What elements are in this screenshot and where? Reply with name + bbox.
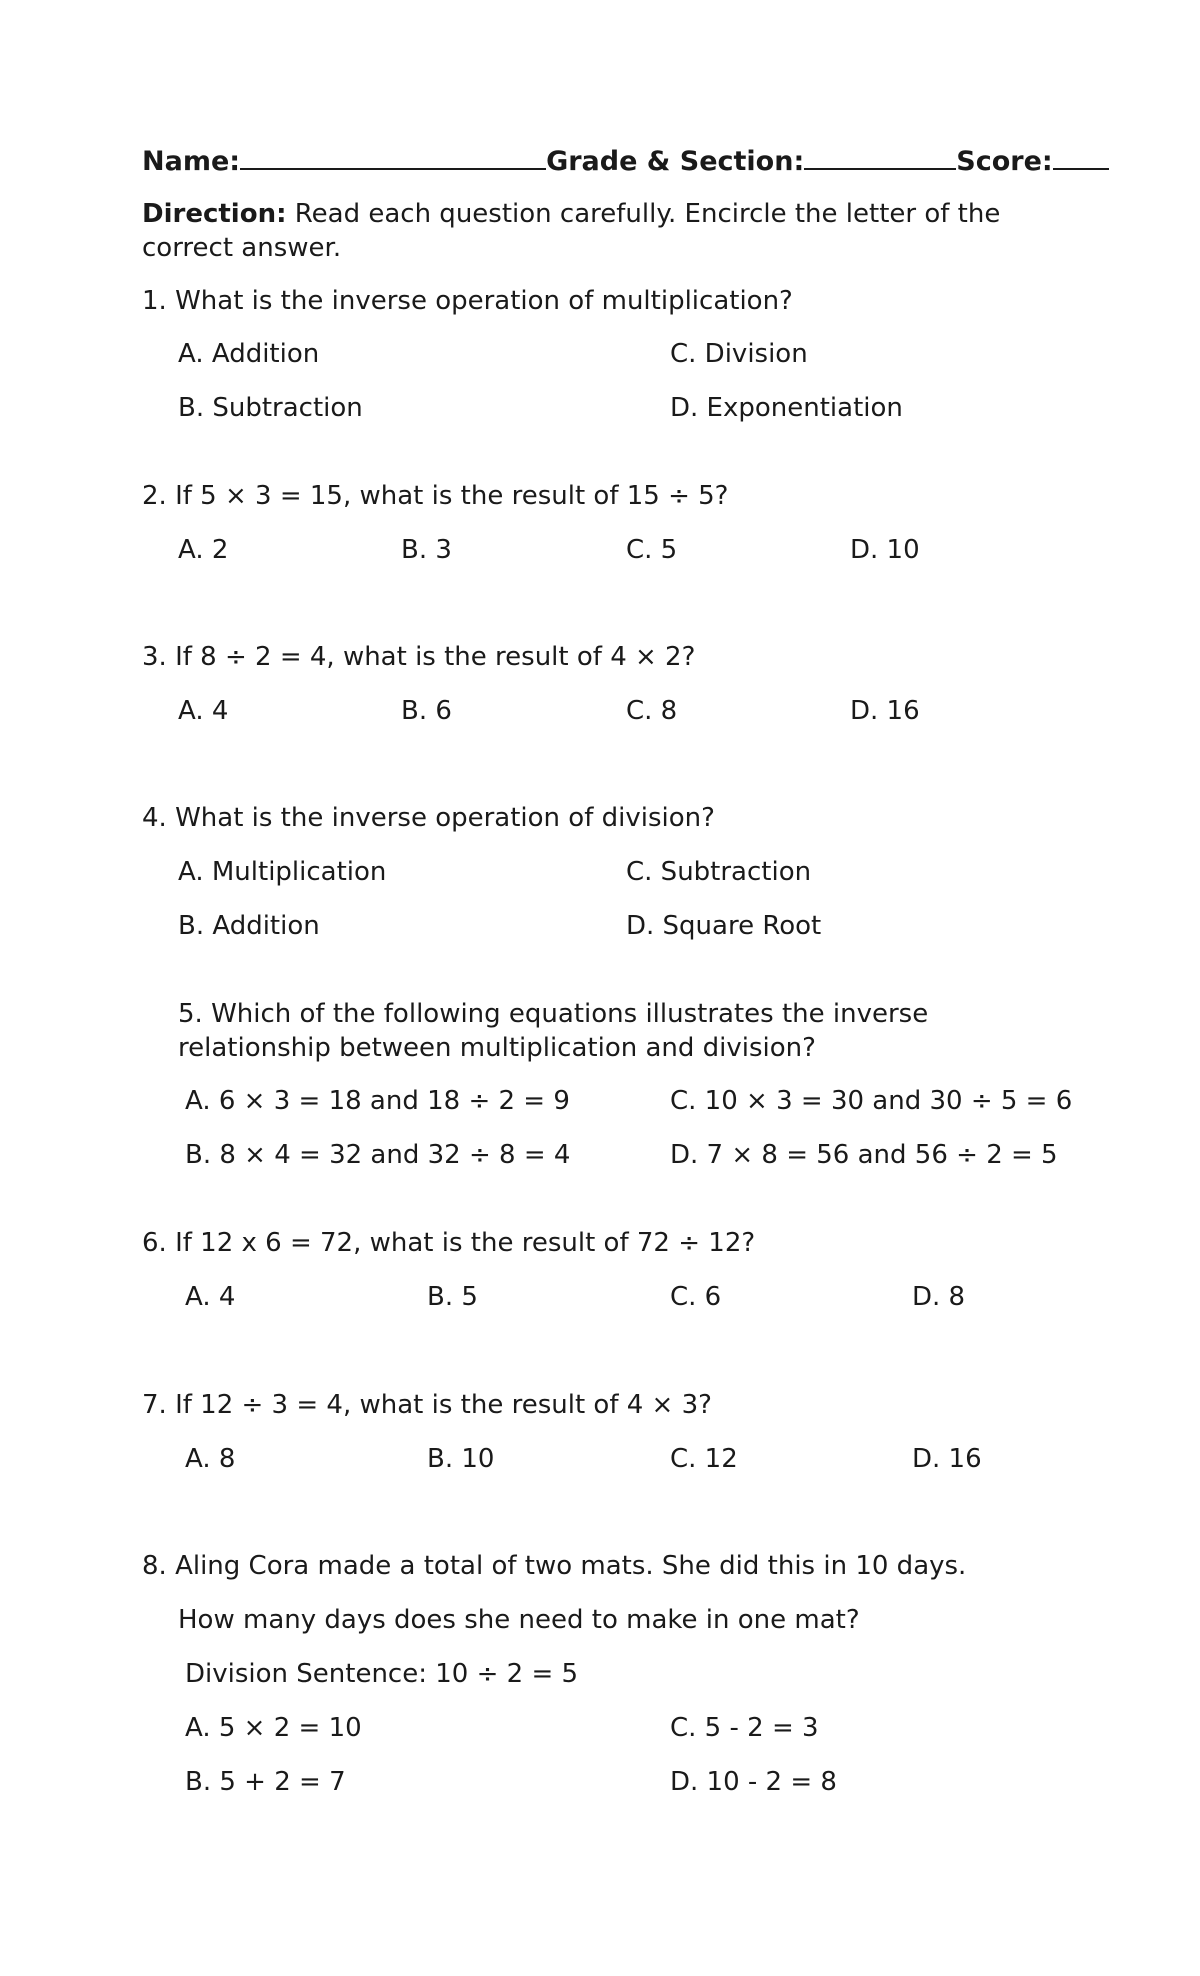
q7-option-c[interactable]: C. 12 [670,1444,738,1474]
q5-option-b[interactable]: B. 8 × 4 = 32 and 32 ÷ 8 = 4 [185,1140,571,1170]
q1-option-b[interactable]: B. Subtraction [178,393,363,423]
q8-option-c[interactable]: C. 5 - 2 = 3 [670,1713,819,1743]
q5-option-d[interactable]: D. 7 × 8 = 56 and 56 ÷ 2 = 5 [670,1140,1058,1170]
q4-option-a[interactable]: A. Multiplication [178,857,387,887]
q4-option-c[interactable]: C. Subtraction [626,857,812,887]
division-sentence: Division Sentence: 10 ÷ 2 = 5 [185,1659,579,1689]
q8-option-b[interactable]: B. 5 + 2 = 7 [185,1767,346,1797]
q3-option-a[interactable]: A. 4 [178,696,229,726]
q6-option-d[interactable]: D. 8 [912,1282,966,1312]
q4-option-b[interactable]: B. Addition [178,911,320,941]
q2-option-b[interactable]: B. 3 [401,535,452,565]
q1-option-a[interactable]: A. Addition [178,339,320,369]
direction-body: Read each question carefully. Encircle the letter of the correct answer. [142,199,1001,263]
question-2: 2. If 5 × 3 = 15, what is the result of 15 ÷ 5? [142,481,729,511]
q7-option-a[interactable]: A. 8 [185,1444,236,1474]
q1-option-c[interactable]: C. Division [670,339,808,369]
q1-option-d[interactable]: D. Exponentiation [670,393,903,423]
q5-option-c[interactable]: C. 10 × 3 = 30 and 30 ÷ 5 = 6 [670,1086,1073,1116]
question-8-line-2: How many days does she need to make in one mat? [178,1605,860,1635]
q2-option-a[interactable]: A. 2 [178,535,229,565]
q6-option-c[interactable]: C. 6 [670,1282,722,1312]
q6-option-b[interactable]: B. 5 [427,1282,478,1312]
question-3: 3. If 8 ÷ 2 = 4, what is the result of 4 × 2? [142,642,696,672]
q8-option-a[interactable]: A. 5 × 2 = 10 [185,1713,362,1743]
q6-option-a[interactable]: A. 4 [185,1282,236,1312]
question-6: 6. If 12 x 6 = 72, what is the result of 72 ÷ 12? [142,1228,756,1258]
name-label: Name: [142,146,241,177]
q3-option-d[interactable]: D. 16 [850,696,920,726]
question-8: 8. Aling Cora made a total of two mats. She did this in 10 days. [142,1551,967,1581]
question-4: 4. What is the inverse operation of division? [142,803,715,833]
question-1: 1. What is the inverse operation of multiplication? [142,286,793,316]
q2-option-c[interactable]: C. 5 [626,535,678,565]
worksheet-header [142,142,1109,179]
grade-section-blank[interactable] [804,142,956,170]
q8-option-d[interactable]: D. 10 - 2 = 8 [670,1767,837,1797]
grade-section-label: Grade & Section: [546,146,805,177]
q7-option-d[interactable]: D. 16 [912,1444,982,1474]
question-7: 7. If 12 ÷ 3 = 4, what is the result of 4 × 3? [142,1390,712,1420]
direction-label: Direction: [142,199,287,229]
q2-option-d[interactable]: D. 10 [850,535,920,565]
score-label: Score: [956,146,1053,177]
score-blank[interactable] [1053,142,1109,170]
q7-option-b[interactable]: B. 10 [427,1444,495,1474]
name-blank[interactable] [240,142,546,170]
q3-option-b[interactable]: B. 6 [401,696,452,726]
q5-option-a[interactable]: A. 6 × 3 = 18 and 18 ÷ 2 = 9 [185,1086,570,1116]
q3-option-c[interactable]: C. 8 [626,696,678,726]
question-5: 5. Which of the following equations illustrates the inverse relationship between multiplication and division? [178,999,929,1063]
direction-text [142,197,1062,265]
q4-option-d[interactable]: D. Square Root [626,911,822,941]
